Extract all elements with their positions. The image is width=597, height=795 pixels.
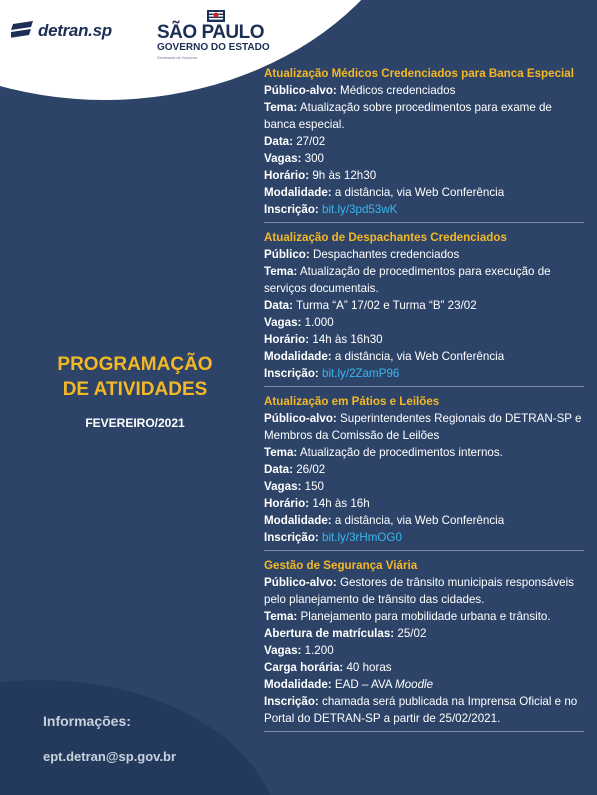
field-label: Vagas: (264, 316, 302, 329)
field-label: Público: (264, 248, 310, 261)
event-theme (264, 99, 584, 133)
detran-logo (11, 21, 112, 41)
event-date (264, 133, 584, 150)
event-mode (264, 676, 584, 693)
field-value: a distância, via Web Conferência (334, 186, 505, 199)
event-date (264, 297, 584, 314)
field-label: Vagas: (264, 152, 302, 165)
field-value: Superintendentes Regionais do DETRAN-SP e Membros da Comissão de Leilões (264, 412, 582, 442)
field-label: Público-alvo: (264, 84, 337, 97)
field-value: 25/02 (397, 627, 427, 640)
event-registration (264, 201, 584, 218)
field-label: Horário: (264, 169, 310, 182)
event-theme (264, 608, 584, 625)
event-registration (264, 529, 584, 546)
field-label: Modalidade: (264, 350, 332, 363)
event-title: Atualização Médicos Credenciados para Banca Especial (264, 67, 574, 80)
detran-wordmark: detran.sp (38, 21, 112, 40)
footer-shape (0, 680, 280, 795)
field-value: 1.200 (304, 644, 334, 657)
event-title: Atualização em Pátios e Leilões (264, 395, 440, 408)
field-value: Atualização sobre procedimentos para exame de banca especial. (264, 101, 552, 131)
field-label: Público-alvo: (264, 412, 337, 425)
field-label: Modalidade: (264, 678, 332, 691)
registration-link[interactable]: bit.ly/2ZamP96 (322, 367, 400, 380)
event-item (264, 65, 584, 223)
field-value: Atualização de procedimentos internos. (299, 446, 503, 459)
field-value: EAD – AVA (334, 678, 396, 691)
info-label: Informações: (43, 713, 131, 729)
field-label: Tema: (264, 446, 298, 459)
event-date (264, 461, 584, 478)
field-label: Horário: (264, 333, 310, 346)
field-label: Modalidade: (264, 514, 332, 527)
field-value: 14h às 16h (312, 497, 370, 510)
detran-mark-icon (11, 21, 35, 41)
secretaria-label: Secretaria de Governo (157, 55, 198, 60)
field-label: Modalidade: (264, 186, 332, 199)
program-title-line2: DE ATIVIDADES (62, 379, 208, 400)
event-registration (264, 693, 584, 727)
field-value: 9h às 12h30 (312, 169, 377, 182)
field-value: 27/02 (296, 135, 326, 148)
field-label: Tema: (264, 101, 298, 114)
field-label: Vagas: (264, 644, 302, 657)
event-audience (264, 82, 584, 99)
field-label: Vagas: (264, 480, 302, 493)
field-label: Horário: (264, 497, 310, 510)
field-label: Data: (264, 299, 293, 312)
field-value: 14h às 16h30 (312, 333, 383, 346)
event-audience (264, 574, 584, 608)
event-time (264, 495, 584, 512)
event-workload (264, 659, 584, 676)
event-item (264, 393, 584, 551)
event-item (264, 229, 584, 387)
field-label: Público-alvo: (264, 576, 337, 589)
registration-link[interactable]: bit.ly/3pd53wK (322, 203, 398, 216)
event-mode (264, 184, 584, 201)
event-item (264, 557, 584, 732)
program-title-line1: PROGRAMAÇÃO (57, 354, 213, 375)
event-seats (264, 642, 584, 659)
field-value: chamada será publicada na Imprensa Oficial e no Portal do DETRAN-SP a partir de 25/02/2021. (264, 695, 578, 725)
field-value: Turma “A” 17/02 e Turma “B” 23/02 (296, 299, 477, 312)
field-label: Tema: (264, 610, 298, 623)
field-value: 26/02 (296, 463, 326, 476)
sao-paulo-title: SÃO PAULO (157, 22, 265, 43)
program-month: FEVEREIRO/2021 (85, 416, 185, 430)
sao-paulo-logo (157, 9, 275, 61)
event-theme (264, 263, 584, 297)
field-value: 40 horas (346, 661, 392, 674)
field-label: Carga horária: (264, 661, 344, 674)
field-label: Data: (264, 135, 293, 148)
field-value: Despachantes credenciados (312, 248, 460, 261)
field-label: Inscrição: (264, 203, 319, 216)
field-value: 1.000 (304, 316, 334, 329)
field-label: Inscrição: (264, 531, 319, 544)
event-mode (264, 348, 584, 365)
field-label: Inscrição: (264, 695, 319, 708)
field-value: a distância, via Web Conferência (334, 350, 505, 363)
field-value: Planejamento para mobilidade urbana e trânsito. (300, 610, 551, 623)
event-time (264, 167, 584, 184)
event-mode (264, 512, 584, 529)
field-label: Data: (264, 463, 293, 476)
field-value: 300 (304, 152, 324, 165)
field-value: 150 (304, 480, 324, 493)
event-audience (264, 410, 584, 444)
field-label: Inscrição: (264, 367, 319, 380)
event-title: Atualização de Despachantes Credenciados (264, 231, 507, 244)
events-list (264, 65, 584, 738)
field-label: Tema: (264, 265, 298, 278)
program-title (40, 352, 230, 402)
event-seats (264, 478, 584, 495)
event-title: Gestão de Segurança Viária (264, 559, 418, 572)
field-value: a distância, via Web Conferência (334, 514, 505, 527)
event-enrollment-open (264, 625, 584, 642)
event-theme (264, 444, 584, 461)
event-seats (264, 314, 584, 331)
field-value: Médicos credenciados (340, 84, 456, 97)
field-value: Gestores de trânsito municipais responsáveis pelo planejamento de trânsito das cidades. (264, 576, 574, 606)
event-time (264, 331, 584, 348)
info-email[interactable]: ept.detran@sp.gov.br (43, 749, 177, 764)
field-value: Atualização de procedimentos para execução de serviços documentais. (264, 265, 551, 295)
event-seats (264, 150, 584, 167)
state-crest-icon (205, 9, 227, 23)
field-label: Abertura de matrículas: (264, 627, 395, 640)
governo-subtitle: GOVERNO DO ESTADO (157, 42, 270, 53)
field-value-italic: Moodle (395, 678, 434, 691)
event-registration (264, 365, 584, 382)
registration-link[interactable]: bit.ly/3rHmOG0 (322, 531, 402, 544)
event-audience (264, 246, 584, 263)
